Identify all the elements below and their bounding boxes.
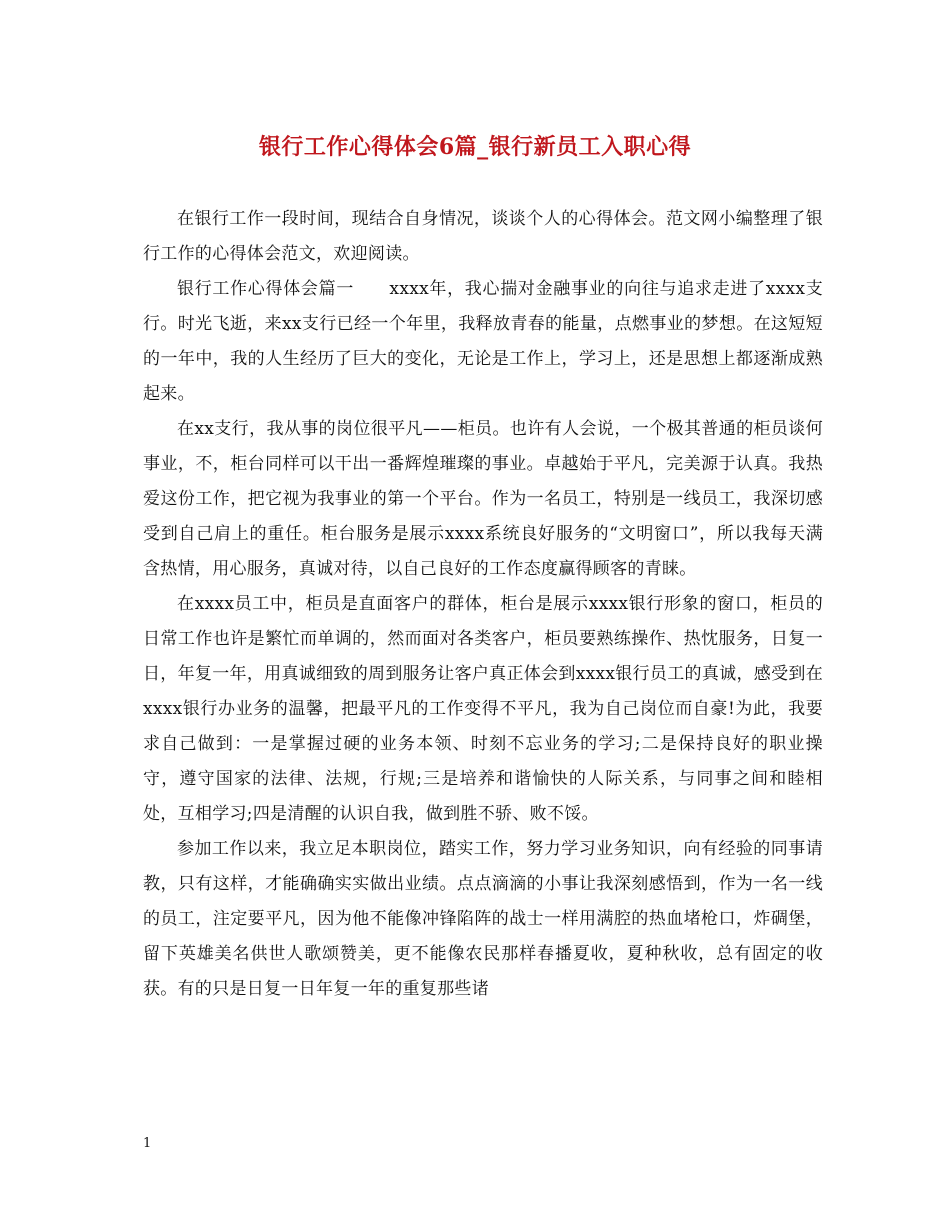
page-number: 1 [143, 1136, 152, 1151]
document-title: 银行工作心得体会6篇_银行新员工入职心得 [258, 134, 692, 160]
document-body [143, 202, 823, 1007]
paragraph: 银行工作心得体会篇一 xxxx年，我心揣对金融事业的向往与追求走进了xxxx支行。时光飞逝，来xx支行已经一个年里，我释放青春的能量，点燃事业的梦想。在这短短的一年中，我的人生经历了巨大的变化，无论是工作上，学习上，还是思想上都逐渐成熟起来。 [143, 279, 823, 404]
paragraph: 在xxxx员工中，柜员是直面客户的群体，柜台是展示xxxx银行形象的窗口，柜员的日常工作也许是繁忙而单调的，然而面对各类客户，柜员要熟练操作、热忱服务，日复一日，年复一年，用真诚细致的周到服务让客户真正体会到xxxx银行员工的真诚，感受到在xxxx银行办业务的温馨，把最平凡的工作变得不平凡，我为自己岗位而自豪!为此，我要求自己做到：一是掌握过硬的业务本领、时刻不忘业务的学习;二是保持良好的职业操守，遵守国家的法律、法规，行规;三是培养和谐愉快的人际关系，与同事之间和睦相处，互相学习;四是清醒的认识自我，做到胜不骄、败不馁。 [143, 594, 823, 824]
paragraph: 在银行工作一段时间，现结合自身情况，谈谈个人的心得体会。范文网小编整理了银行工作的心得体会范文，欢迎阅读。 [143, 209, 823, 264]
paragraph: 在xx支行，我从事的岗位很平凡——柜员。也许有人会说，一个极其普通的柜员谈何事业，不，柜台同样可以干出一番辉煌璀璨的事业。卓越始于平凡，完美源于认真。我热爱这份工作，把它视为我事业的第一个平台。作为一名员工，特别是一线员工，我深切感受到自己肩上的重任。柜台服务是展示xxxx系统良好服务的“文明窗口”，所以我每天满含热情，用心服务，真诚对待，以自己良好的工作态度赢得顾客的青睐。 [143, 419, 823, 579]
paragraph: 参加工作以来，我立足本职岗位，踏实工作，努力学习业务知识，向有经验的同事请教，只有这样，才能确确实实做出业绩。点点滴滴的小事让我深刻感悟到，作为一名一线的员工，注定要平凡，因为他不能像冲锋陷阵的战士一样用满腔的热血堵枪口，炸碉堡，留下英雄美名供世人歌颂赞美，更不能像农民那样春播夏收，夏种秋收，总有固定的收获。有的只是日复一日年复一年的重复那些诸 [143, 839, 823, 999]
